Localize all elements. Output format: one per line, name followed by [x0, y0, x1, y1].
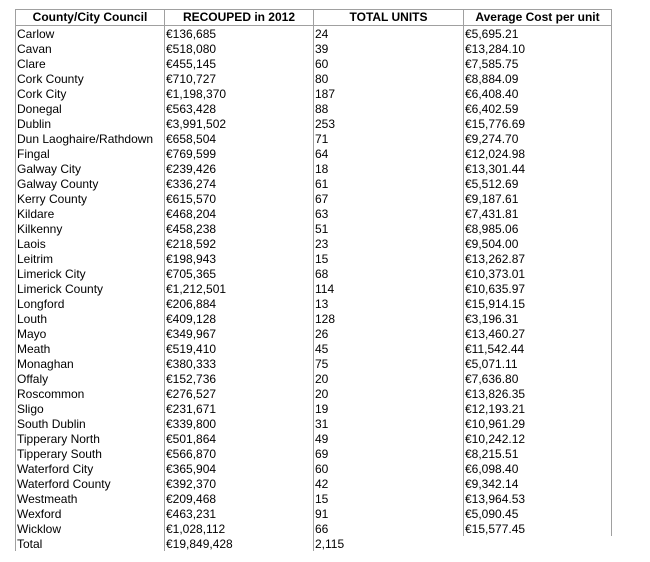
cell-county: Clare — [16, 56, 165, 71]
cell-units: 18 — [314, 161, 464, 176]
cell-county: Sligo — [16, 401, 165, 416]
cell-units: 68 — [314, 266, 464, 281]
cell-recouped: €380,333 — [165, 356, 314, 371]
cell-avg-cost: €9,274.70 — [464, 131, 612, 146]
cell-units: 67 — [314, 191, 464, 206]
cell-units: 20 — [314, 386, 464, 401]
table-row — [16, 341, 612, 356]
cell-recouped: €152,736 — [165, 371, 314, 386]
cell-avg-cost: €3,196.31 — [464, 311, 612, 326]
header-county: County/City Council — [16, 10, 165, 26]
cell-avg-cost: €7,431.81 — [464, 206, 612, 221]
cell-avg-cost: €10,961.29 — [464, 416, 612, 431]
header-units: TOTAL UNITS — [314, 10, 464, 26]
cell-units: 13 — [314, 296, 464, 311]
cell-avg-cost: €7,585.75 — [464, 56, 612, 71]
table-row — [16, 191, 612, 206]
cell-avg-cost: €9,342.14 — [464, 476, 612, 491]
cell-avg-cost: €13,301.44 — [464, 161, 612, 176]
table-row — [16, 266, 612, 281]
cell-recouped: €349,967 — [165, 326, 314, 341]
cell-units: 23 — [314, 236, 464, 251]
cell-recouped: €501,864 — [165, 431, 314, 446]
cell-county: Wexford — [16, 506, 165, 521]
cell-recouped: €198,943 — [165, 251, 314, 266]
total-row — [16, 536, 612, 551]
table-row — [16, 296, 612, 311]
table-row — [16, 161, 612, 176]
cell-avg-cost: €9,504.00 — [464, 236, 612, 251]
cell-recouped: €1,028,112 — [165, 521, 314, 536]
cell-avg-cost: €5,695.21 — [464, 26, 612, 42]
cell-units: 75 — [314, 356, 464, 371]
cell-avg-cost: €13,826.35 — [464, 386, 612, 401]
cell-recouped: €3,991,502 — [165, 116, 314, 131]
cell-county: South Dublin — [16, 416, 165, 431]
cell-recouped: €276,527 — [165, 386, 314, 401]
cell-county: Leitrim — [16, 251, 165, 266]
table-row — [16, 401, 612, 416]
cell-units: 15 — [314, 251, 464, 266]
cell-units: 45 — [314, 341, 464, 356]
cell-county: Limerick City — [16, 266, 165, 281]
table-row — [16, 416, 612, 431]
cell-county: Westmeath — [16, 491, 165, 506]
cell-county: Carlow — [16, 26, 165, 42]
cell-county: Waterford County — [16, 476, 165, 491]
cell-units: 80 — [314, 71, 464, 86]
cell-units: 19 — [314, 401, 464, 416]
cell-recouped: €409,128 — [165, 311, 314, 326]
cell-recouped: €1,212,501 — [165, 281, 314, 296]
cell-county: Waterford City — [16, 461, 165, 476]
council-cost-table — [15, 9, 612, 551]
cell-county: Louth — [16, 311, 165, 326]
cell-units: 61 — [314, 176, 464, 191]
cell-units: 88 — [314, 101, 464, 116]
cell-recouped: €339,800 — [165, 416, 314, 431]
cell-recouped: €615,570 — [165, 191, 314, 206]
cell-recouped: €468,204 — [165, 206, 314, 221]
cell-recouped: €463,231 — [165, 506, 314, 521]
cell-county: Kildare — [16, 206, 165, 221]
cell-recouped: €1,198,370 — [165, 86, 314, 101]
table-row — [16, 41, 612, 56]
table-row — [16, 221, 612, 236]
cell-recouped: €458,238 — [165, 221, 314, 236]
cell-units: 63 — [314, 206, 464, 221]
cell-county: Fingal — [16, 146, 165, 161]
table-row — [16, 206, 612, 221]
cell-county: Offaly — [16, 371, 165, 386]
cell-units: 64 — [314, 146, 464, 161]
table-row — [16, 176, 612, 191]
cell-units: 39 — [314, 41, 464, 56]
cell-avg-cost: €13,964.53 — [464, 491, 612, 506]
cell-avg-cost: €9,187.61 — [464, 191, 612, 206]
cell-recouped: €136,685 — [165, 26, 314, 42]
cell-units: 66 — [314, 521, 464, 536]
cell-recouped: €705,365 — [165, 266, 314, 281]
cell-units: 114 — [314, 281, 464, 296]
cell-units: 31 — [314, 416, 464, 431]
cell-avg-cost: €6,408.40 — [464, 86, 612, 101]
cell-county: Tipperary South — [16, 446, 165, 461]
cell-units: 24 — [314, 26, 464, 42]
cell-avg-cost: €13,284.10 — [464, 41, 612, 56]
table-row — [16, 326, 612, 341]
cell-recouped: €769,599 — [165, 146, 314, 161]
table-row — [16, 26, 612, 42]
table-row — [16, 461, 612, 476]
cell-recouped: €218,592 — [165, 236, 314, 251]
table-body — [16, 26, 612, 552]
table-row — [16, 71, 612, 86]
cell-recouped: €239,426 — [165, 161, 314, 176]
cell-units: 187 — [314, 86, 464, 101]
cell-recouped: €518,080 — [165, 41, 314, 56]
cell-avg-cost: €15,914.15 — [464, 296, 612, 311]
cell-avg-cost: €13,460.27 — [464, 326, 612, 341]
cell-county: Dublin — [16, 116, 165, 131]
header-row — [16, 10, 612, 26]
cell-county: Limerick County — [16, 281, 165, 296]
table-row — [16, 101, 612, 116]
cell-avg-cost: €10,242.12 — [464, 431, 612, 446]
cell-recouped: €231,671 — [165, 401, 314, 416]
cell-avg-cost: €8,215.51 — [464, 446, 612, 461]
table-row — [16, 356, 612, 371]
cell-county: Kerry County — [16, 191, 165, 206]
total-cell-county: Total — [16, 536, 165, 551]
cell-avg-cost: €12,024.98 — [464, 146, 612, 161]
cell-units: 26 — [314, 326, 464, 341]
table-row — [16, 251, 612, 266]
cell-avg-cost: €6,402.59 — [464, 101, 612, 116]
table-row — [16, 116, 612, 131]
cell-avg-cost: €10,373.01 — [464, 266, 612, 281]
cell-recouped: €658,504 — [165, 131, 314, 146]
cell-recouped: €206,884 — [165, 296, 314, 311]
cell-avg-cost: €15,577.45 — [464, 521, 612, 536]
table-row — [16, 86, 612, 101]
cell-county: Cork County — [16, 71, 165, 86]
table-row — [16, 431, 612, 446]
table-row — [16, 146, 612, 161]
cell-county: Cork City — [16, 86, 165, 101]
cell-county: Meath — [16, 341, 165, 356]
cell-units: 71 — [314, 131, 464, 146]
cell-avg-cost: €13,262.87 — [464, 251, 612, 266]
cell-county: Galway County — [16, 176, 165, 191]
cell-recouped: €710,727 — [165, 71, 314, 86]
table-row — [16, 386, 612, 401]
table-row — [16, 131, 612, 146]
header-recouped: RECOUPED in 2012 — [165, 10, 314, 26]
cell-recouped: €563,428 — [165, 101, 314, 116]
cell-recouped: €566,870 — [165, 446, 314, 461]
cell-units: 128 — [314, 311, 464, 326]
cell-county: Roscommon — [16, 386, 165, 401]
cell-recouped: €392,370 — [165, 476, 314, 491]
table-row — [16, 236, 612, 251]
total-cell-units: 2,115 — [314, 536, 464, 551]
table-row — [16, 56, 612, 71]
cell-county: Longford — [16, 296, 165, 311]
table-row — [16, 476, 612, 491]
cell-county: Galway City — [16, 161, 165, 176]
total-cell-avg-cost — [464, 536, 612, 551]
cell-recouped: €519,410 — [165, 341, 314, 356]
table-row — [16, 521, 612, 536]
table-row — [16, 446, 612, 461]
cell-recouped: €365,904 — [165, 461, 314, 476]
cell-recouped: €336,274 — [165, 176, 314, 191]
cell-units: 20 — [314, 371, 464, 386]
cell-avg-cost: €8,884.09 — [464, 71, 612, 86]
table-row — [16, 371, 612, 386]
table-row — [16, 281, 612, 296]
cell-county: Wicklow — [16, 521, 165, 536]
cell-units: 69 — [314, 446, 464, 461]
cell-units: 60 — [314, 461, 464, 476]
cell-avg-cost: €5,090.45 — [464, 506, 612, 521]
cell-county: Laois — [16, 236, 165, 251]
cell-avg-cost: €10,635.97 — [464, 281, 612, 296]
cell-county: Monaghan — [16, 356, 165, 371]
cell-avg-cost: €7,636.80 — [464, 371, 612, 386]
table-row — [16, 491, 612, 506]
cell-avg-cost: €12,193.21 — [464, 401, 612, 416]
cell-units: 15 — [314, 491, 464, 506]
cell-avg-cost: €6,098.40 — [464, 461, 612, 476]
cell-county: Mayo — [16, 326, 165, 341]
cell-avg-cost: €5,512.69 — [464, 176, 612, 191]
cell-recouped: €209,468 — [165, 491, 314, 506]
cell-county: Dun Laoghaire/Rathdown — [16, 131, 165, 146]
cell-avg-cost: €15,776.69 — [464, 116, 612, 131]
cell-units: 51 — [314, 221, 464, 236]
cell-units: 91 — [314, 506, 464, 521]
cell-avg-cost: €11,542.44 — [464, 341, 612, 356]
cell-county: Tipperary North — [16, 431, 165, 446]
table-row — [16, 311, 612, 326]
cell-county: Donegal — [16, 101, 165, 116]
cell-recouped: €455,145 — [165, 56, 314, 71]
header-avg-cost: Average Cost per unit — [464, 10, 612, 26]
cell-units: 42 — [314, 476, 464, 491]
cell-avg-cost: €8,985.06 — [464, 221, 612, 236]
total-cell-recouped: €19,849,428 — [165, 536, 314, 551]
cell-units: 49 — [314, 431, 464, 446]
table-row — [16, 506, 612, 521]
cell-county: Cavan — [16, 41, 165, 56]
cell-units: 253 — [314, 116, 464, 131]
cell-county: Kilkenny — [16, 221, 165, 236]
cell-avg-cost: €5,071.11 — [464, 356, 612, 371]
cell-units: 60 — [314, 56, 464, 71]
